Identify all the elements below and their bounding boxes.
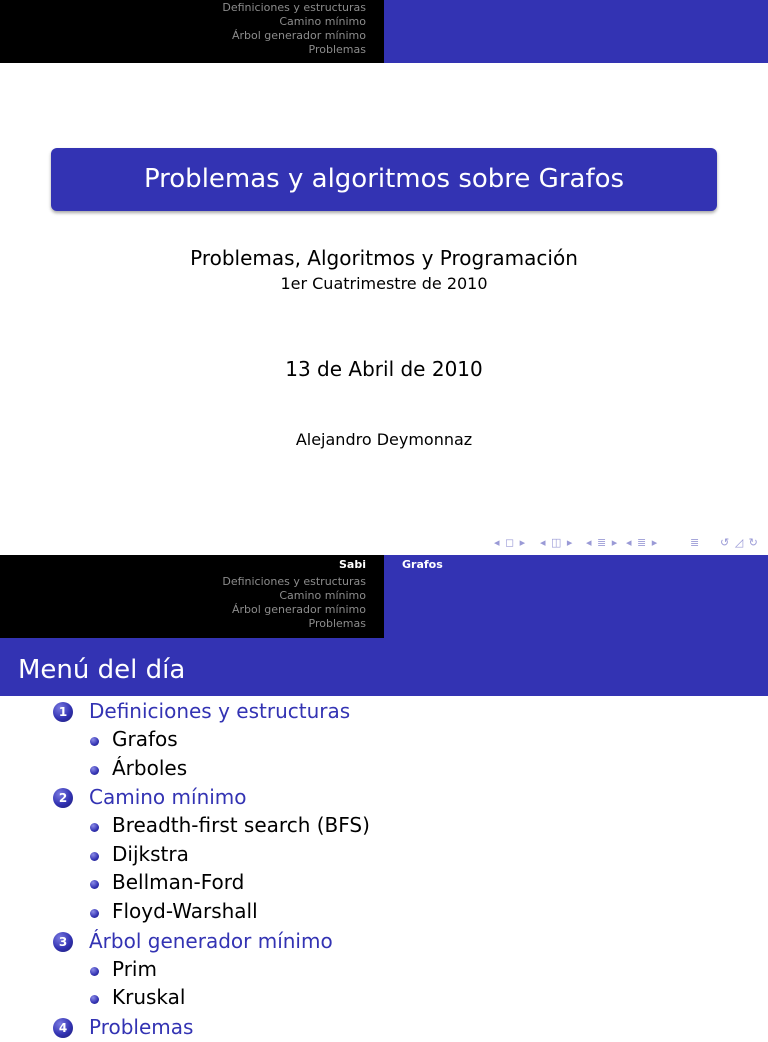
bullet-icon — [90, 967, 99, 976]
presentation-title: Problemas y algoritmos sobre Grafos — [51, 148, 717, 211]
toc-subsection[interactable] — [0, 755, 768, 784]
nav-item-arbol[interactable]: Árbol generador mínimo — [231, 603, 366, 616]
header-short-title: Sabi — [339, 558, 366, 571]
nav-document-icon[interactable]: ◂ ≣ ▸ — [626, 536, 659, 549]
slide1-header — [0, 0, 768, 63]
section-number-badge: 1 — [53, 702, 73, 722]
table-of-contents — [0, 697, 768, 1042]
nav-item-problemas[interactable]: Problemas — [308, 43, 366, 56]
bullet-icon — [90, 852, 99, 861]
presentation-institute: 1er Cuatrimestre de 2010 — [280, 274, 488, 293]
nav-frame-icon[interactable]: ◂ ◻ ▸ — [494, 536, 527, 549]
section-nav-list — [222, 1, 366, 57]
nav-item-arbol[interactable]: Árbol generador mínimo — [231, 29, 366, 42]
subsection-label: Breadth-first search (BFS) — [112, 813, 370, 838]
header-section-title: Grafos — [402, 558, 443, 571]
nav-item-definiciones[interactable]: Definiciones y estructuras — [222, 575, 366, 588]
nav-subsection-icon[interactable]: ◂ ◫ ▸ — [540, 536, 574, 549]
section-number-badge: 4 — [53, 1018, 73, 1038]
subsection-label: Grafos — [112, 727, 178, 751]
presentation-subtitle: Problemas, Algoritmos y Programación — [190, 246, 578, 270]
subsection-label: Bellman-Ford — [112, 870, 245, 895]
toc-subsection[interactable] — [0, 956, 768, 985]
subsection-label: Floyd-Warshall — [112, 898, 258, 923]
bullet-icon — [90, 880, 99, 889]
toc-section[interactable] — [0, 927, 768, 956]
section-label: Definiciones y estructuras — [89, 699, 351, 723]
bullet-icon — [90, 737, 99, 746]
nav-item-problemas[interactable]: Problemas — [308, 617, 366, 630]
bullet-icon — [90, 995, 99, 1004]
subsection-label: Prim — [112, 956, 157, 981]
section-number-badge: 2 — [53, 788, 73, 808]
presentation-author: Alejandro Deymonnaz — [295, 430, 473, 449]
subsection-label: Árboles — [112, 755, 188, 780]
header-title-panel — [384, 555, 768, 638]
bullet-icon — [90, 823, 99, 832]
nav-appendix-icon[interactable]: ≣ — [690, 536, 701, 549]
header-title-panel — [384, 0, 768, 63]
slide2-header — [0, 555, 768, 638]
toc-section[interactable] — [0, 1013, 768, 1042]
header-nav-panel — [0, 0, 384, 63]
nav-item-definiciones[interactable]: Definiciones y estructuras — [222, 1, 366, 14]
section-label: Problemas — [89, 1014, 194, 1039]
nav-section-icon[interactable]: ◂ ≣ ▸ — [586, 536, 619, 549]
toc-subsection[interactable] — [0, 984, 768, 1013]
toc-subsection[interactable] — [0, 898, 768, 927]
section-label: Camino mínimo — [89, 785, 247, 810]
subsection-label: Kruskal — [112, 985, 186, 1010]
frame-title: Menú del día — [0, 638, 768, 696]
bullet-icon — [90, 909, 99, 918]
toc-section[interactable] — [0, 783, 768, 812]
presentation-date: 13 de Abril de 2010 — [285, 357, 483, 381]
section-label: Árbol generador mínimo — [89, 928, 333, 953]
nav-search-back-forward-icon[interactable]: ↺ ◿ ↻ — [720, 536, 759, 549]
nav-item-camino[interactable]: Camino mínimo — [279, 589, 366, 602]
bullet-icon — [90, 766, 99, 775]
toc-subsection[interactable] — [0, 869, 768, 898]
toc-subsection[interactable] — [0, 841, 768, 870]
toc-section[interactable] — [0, 697, 768, 726]
subsection-label: Dijkstra — [112, 841, 189, 866]
nav-item-camino[interactable]: Camino mínimo — [279, 15, 366, 28]
section-nav-list — [222, 575, 366, 631]
toc-subsection[interactable] — [0, 812, 768, 841]
header-nav-panel — [0, 555, 384, 638]
toc-subsection[interactable] — [0, 726, 768, 755]
section-number-badge: 3 — [53, 932, 73, 952]
